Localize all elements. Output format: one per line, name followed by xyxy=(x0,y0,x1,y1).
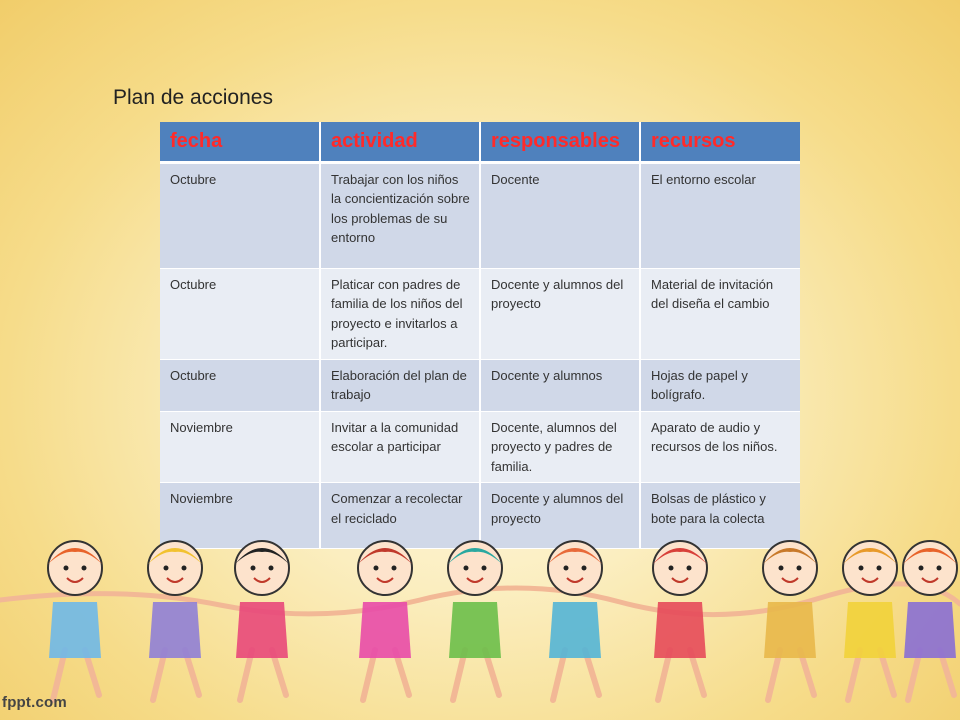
cell-recursos: Hojas de papel y bolígrafo. xyxy=(640,359,800,411)
cell-responsables: Docente y alumnos xyxy=(480,359,640,411)
child-figure xyxy=(48,541,102,700)
cell-fecha: Octubre xyxy=(160,359,320,411)
cell-recursos: Bolsas de plástico y bote para la colecta xyxy=(640,483,800,549)
fppt-watermark: fppt.com xyxy=(2,694,67,711)
header-recursos: recursos xyxy=(640,122,800,162)
child-figure xyxy=(548,541,602,700)
cell-responsables: Docente xyxy=(480,162,640,268)
table-row xyxy=(160,162,800,268)
cell-responsables: Docente, alumnos del proyecto y padres de familia. xyxy=(480,411,640,483)
child-figure xyxy=(653,541,707,700)
child-figure xyxy=(235,541,289,700)
cell-actividad: Platicar con padres de familia de los niños del proyecto e invitarlos a participar. xyxy=(320,268,480,359)
header-fecha: fecha xyxy=(160,122,320,162)
child-figure xyxy=(148,541,202,700)
children-illustration xyxy=(0,530,960,720)
child-figure xyxy=(903,541,957,700)
child-figure xyxy=(448,541,502,700)
cell-actividad: Trabajar con los niños la concientización sobre los problemas de su entorno xyxy=(320,162,480,268)
cell-fecha: Noviembre xyxy=(160,483,320,549)
table-row xyxy=(160,359,800,411)
child-figure xyxy=(358,541,412,700)
cell-fecha: Octubre xyxy=(160,268,320,359)
cell-recursos: Aparato de audio y recursos de los niños. xyxy=(640,411,800,483)
table-row xyxy=(160,268,800,359)
cell-fecha: Octubre xyxy=(160,162,320,268)
header-actividad: actividad xyxy=(320,122,480,162)
child-figure xyxy=(843,541,897,700)
cell-actividad: Elaboración del plan de trabajo xyxy=(320,359,480,411)
cell-fecha: Noviembre xyxy=(160,411,320,483)
cell-actividad: Comenzar a recolectar el reciclado xyxy=(320,483,480,549)
table-header-row xyxy=(160,122,800,162)
cell-recursos: Material de invitación del diseña el cambio xyxy=(640,268,800,359)
cell-actividad: Invitar a la comunidad escolar a participar xyxy=(320,411,480,483)
cell-responsables: Docente y alumnos del proyecto xyxy=(480,268,640,359)
cell-recursos: El entorno escolar xyxy=(640,162,800,268)
child-figure xyxy=(763,541,817,700)
slide-title: Plan de acciones xyxy=(113,86,273,109)
table-row xyxy=(160,411,800,483)
action-plan-table xyxy=(160,122,800,549)
header-responsables: responsables xyxy=(480,122,640,162)
cell-responsables: Docente y alumnos del proyecto xyxy=(480,483,640,549)
